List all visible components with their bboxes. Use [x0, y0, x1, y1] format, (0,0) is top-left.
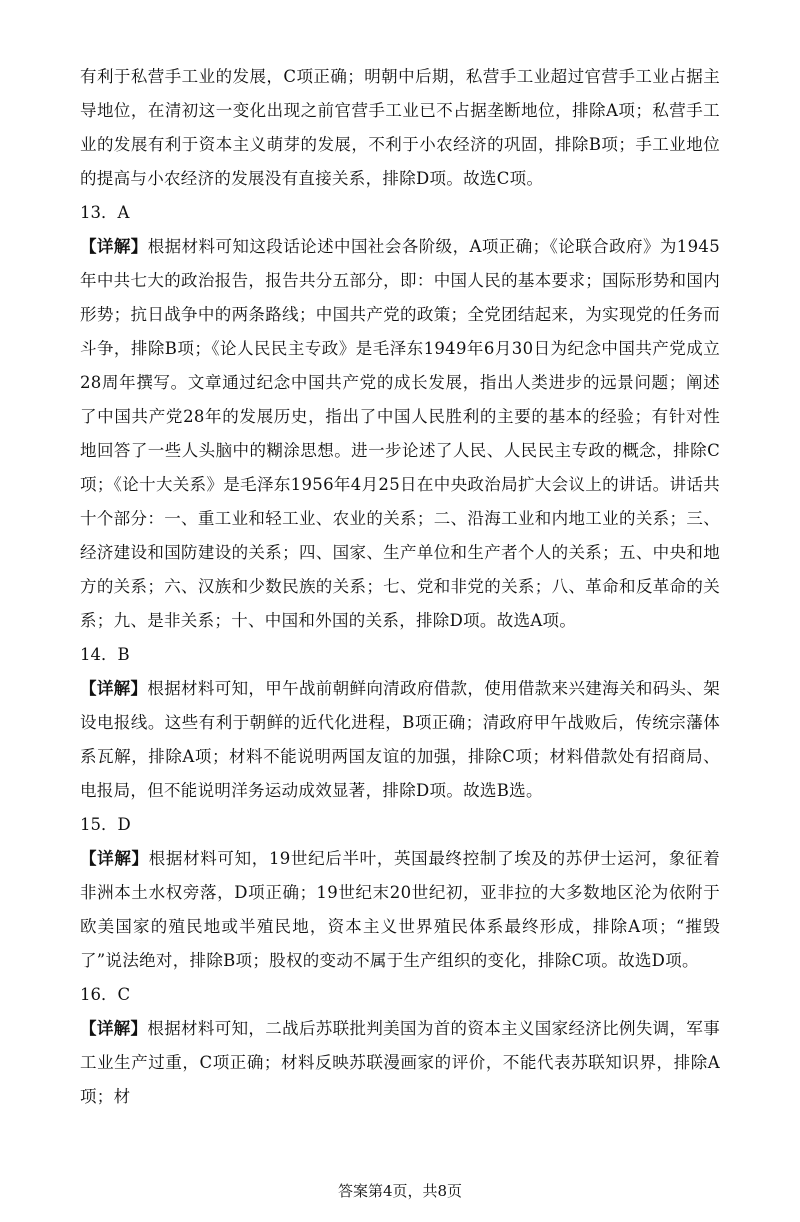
detail-tag: 【详解】: [80, 237, 148, 256]
question-14-explanation: [80, 672, 720, 808]
question-15-explanation: [80, 842, 720, 978]
answer-page: [80, 60, 720, 1114]
detail-tag: 【详解】: [80, 1019, 148, 1038]
intro-paragraph: 有利于私营手工业的发展，C项正确；明朝中后期，私营手工业超过官营手工业占据主导地位，在清初这一变化出现之前官营手工业已不占据垄断地位，排除A项；私营手工业的发展有利于资本主义萌芽的发展，不利于小农经济的巩固，排除B项；手工业地位的提高与小农经济的发展没有直接关系，排除D项。故选C项。: [80, 67, 720, 188]
question-15-number: 15．D: [80, 815, 131, 834]
detail-tag: 【详解】: [80, 679, 148, 698]
question-13-explanation: [80, 230, 720, 638]
explanation-text: 根据材料可知这段话论述中国社会各阶级，A项正确；《论联合政府》为1945年中共七大的政治报告，报告共分五部分，即：中国人民的基本要求；国际形势和国内形势；抗日战争中的两条路线；中国共产党的政策；全党团结起来，为实现党的任务而斗争，排除B项；《论人民民主专政》是毛泽东1949年6月30日为纪念中国共产党成立28周年撰写。文章通过纪念中国共产党的成长发展，指出人类进步的远景问题；阐述了中国共产党28年的发展历史，指出了中国人民胜利的主要的基本的经验；有针对性地回答了一些人头脑中的糊涂思想。进一步论述了人民、人民民主专政的概念，排除C项；《论十大关系》是毛泽东1956年4月25日在中央政治局扩大会议上的讲话。讲话共十个部分：一、重工业和轻工业、农业的关系；二、沿海工业和内地工业的关系；三、经济建设和国防建设的关系；四、国家、生产单位和生产者个人的关系；五、中央和地方的关系；六、汉族和少数民族的关系；七、党和非党的关系；八、革命和反革命的关系；九、是非关系；十、中国和外国的关系，排除D项。故选A项。: [80, 237, 720, 630]
question-16-number: 16．C: [80, 985, 131, 1004]
page-footer: 答案第4页，共8页: [337, 1182, 463, 1200]
explanation-text: 根据材料可知，19世纪后半叶，英国最终控制了埃及的苏伊士运河，象征着非洲本土水权旁落，D项正确；19世纪末20世纪初，亚非拉的大多数地区沦为依附于欧美国家的殖民地或半殖民地，资本主义世界殖民体系最终形成，排除A项；“摧毁了”说法绝对，排除B项；股权的变动不属于生产组织的变化，排除C项。故选D项。: [80, 849, 720, 970]
question-14-number: 14．B: [80, 645, 130, 664]
question-13-number: 13．A: [80, 203, 130, 222]
detail-tag: 【详解】: [80, 849, 149, 868]
question-16-explanation: [80, 1012, 720, 1114]
explanation-text: 根据材料可知，二战后苏联批判美国为首的资本主义国家经济比例失调，军事工业生产过重，C项正确；材料反映苏联漫画家的评价，不能代表苏联知识界，排除A项；材: [80, 1019, 720, 1106]
explanation-text: 根据材料可知，甲午战前朝鲜向清政府借款，使用借款来兴建海关和码头、架设电报线。这些有利于朝鲜的近代化进程，B项正确；清政府甲午战败后，传统宗藩体系瓦解，排除A项；材料不能说明两国友谊的加强，排除C项；材料借款处有招商局、电报局，但不能说明洋务运动成效显著，排除D项。故选B选。: [80, 679, 720, 800]
